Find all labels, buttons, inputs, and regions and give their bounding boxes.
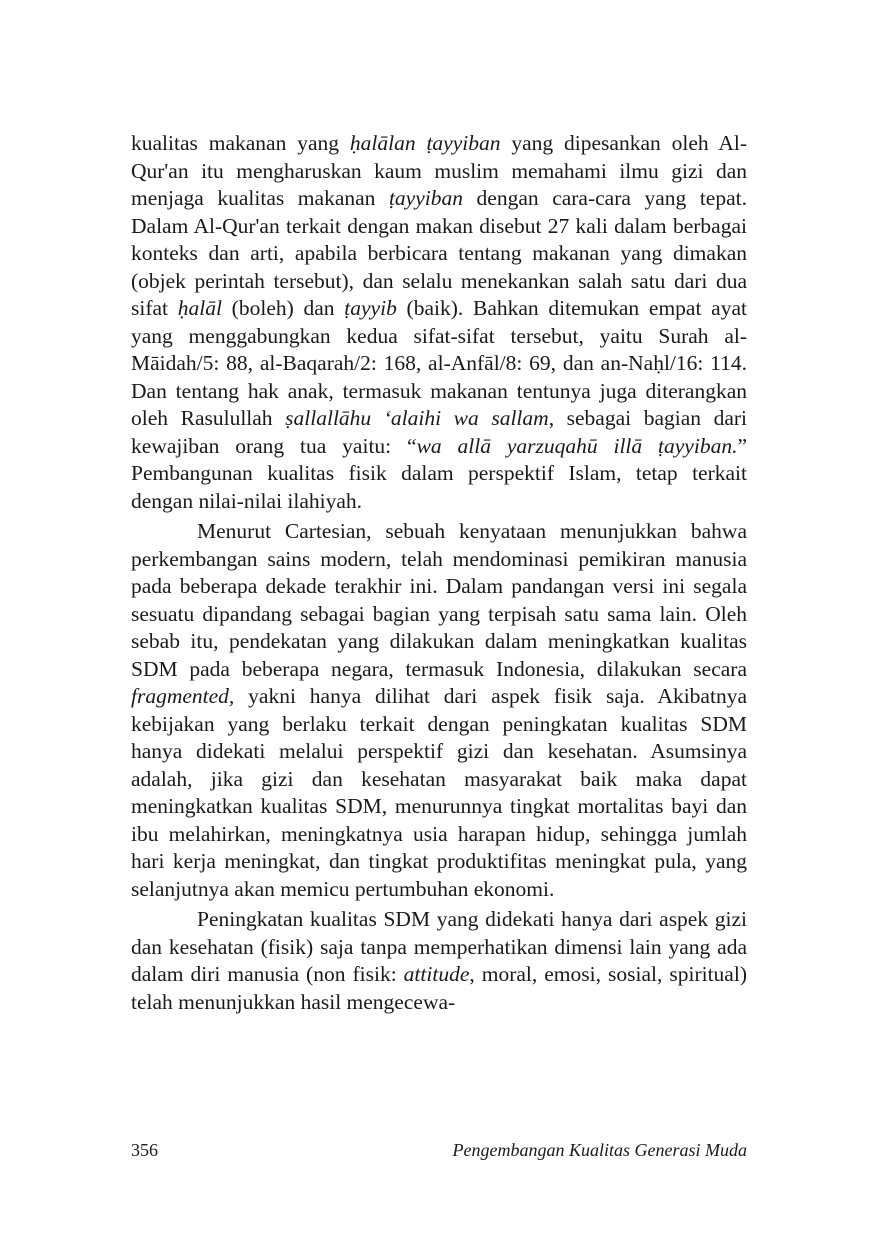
italic-term: fragmented, [131,684,235,708]
italic-term: ṭayyiban [388,186,463,210]
text-run: (boleh) dan [221,296,345,320]
italic-term: wa allā yarzuqahū illā ṭayyiban. [416,433,738,458]
paragraph [131,518,747,903]
text-run: , moral, emosi, sosial, spiritual) telah menunjukkan hasil mengecewa- [131,962,747,1014]
text-run: Menurut Cartesian, sebuah kenyataan menunjukkan bahwa perkembangan sains modern, telah mendominasi pemikiran manusia pada beberapa dekade terakhir ini. Dalam pandangan versi ini segala sesuatu dipandang sebagai bagian yang terpisah satu sama lain. Oleh sebab itu, pendekatan yang dilakukan dalam meningkatkan kualitas SDM pada beberapa negara, termasuk Indonesia, dilakukan secara [131,519,747,681]
italic-term: attitude [403,962,470,986]
text-run: Peningkatan kualitas SDM yang didekati hanya dari aspek gizi dan kesehatan (fisik) saja tanpa memperhatikan dimensi lain yang ada dalam diri manusia (non fisik: [131,907,747,986]
paragraph [131,906,747,1016]
text-run: (baik). Bahkan ditemukan empat ayat yang menggabungkan kedua sifat-sifat tersebut, yaitu Surah al-Māidah/5: 88, al-Baqarah/2: 168, al-Anfāl/8: 69, dan an-Naḥl/16: 114. Dan tentang hak anak, termasuk makanan tentunya juga diterangkan oleh Rasulullah [131,296,747,430]
italic-term: ṣallallāhu ‘alaihi wa sallam [285,406,549,430]
running-title: Pengembangan Kualitas Generasi Muda [452,1140,747,1160]
page-footer [131,1140,747,1170]
page-body [131,130,747,1016]
italic-term: ḥalālan ṭayyiban [349,131,501,155]
text-run: yang dipesankan oleh Al-Qur'an itu mengharuskan kaum muslim memahami ilmu gizi dan menjaga kualitas makanan [131,131,747,210]
page-number: 356 [131,1140,158,1160]
text-run: yakni hanya dilihat dari aspek fisik saja. Akibatnya kebijakan yang berlaku terkait dengan peningkatan kualitas SDM hanya didekati melalui perspektif gizi dan kesehatan. Asumsinya adalah, jika gizi dan kesehatan masyarakat baik maka dapat meningkatkan kualitas SDM, menurunnya tingkat mortalitas bayi dan ibu melahirkan, meningkatnya usia harapan hidup, sehingga jumlah hari kerja meningkat, dan tingkat produktifitas meningkat pula, yang selanjutnya akan memicu pertumbuhan ekonomi. [131,684,747,901]
text-run: kualitas makanan yang [131,131,350,155]
text-run: ” Pembangunan kualitas fisik dalam perspektif Islam, tetap terkait dengan nilai-nilai ilahiyah. [131,433,747,513]
paragraph [131,130,747,515]
text-run: dengan cara-cara yang tepat. Dalam Al-Qur'an terkait dengan makan disebut 27 kali dalam berbagai konteks dan arti, apabila berbicara tentang makanan yang dimakan (objek perintah tersebut), dan selalu menekankan salah satu dari dua sifat [131,186,747,320]
italic-term: ḥalāl [177,296,222,320]
italic-term: ṭayyib [344,296,397,320]
text-run: , sebagai bagian dari kewajiban orang tua yaitu: “ [131,406,748,458]
